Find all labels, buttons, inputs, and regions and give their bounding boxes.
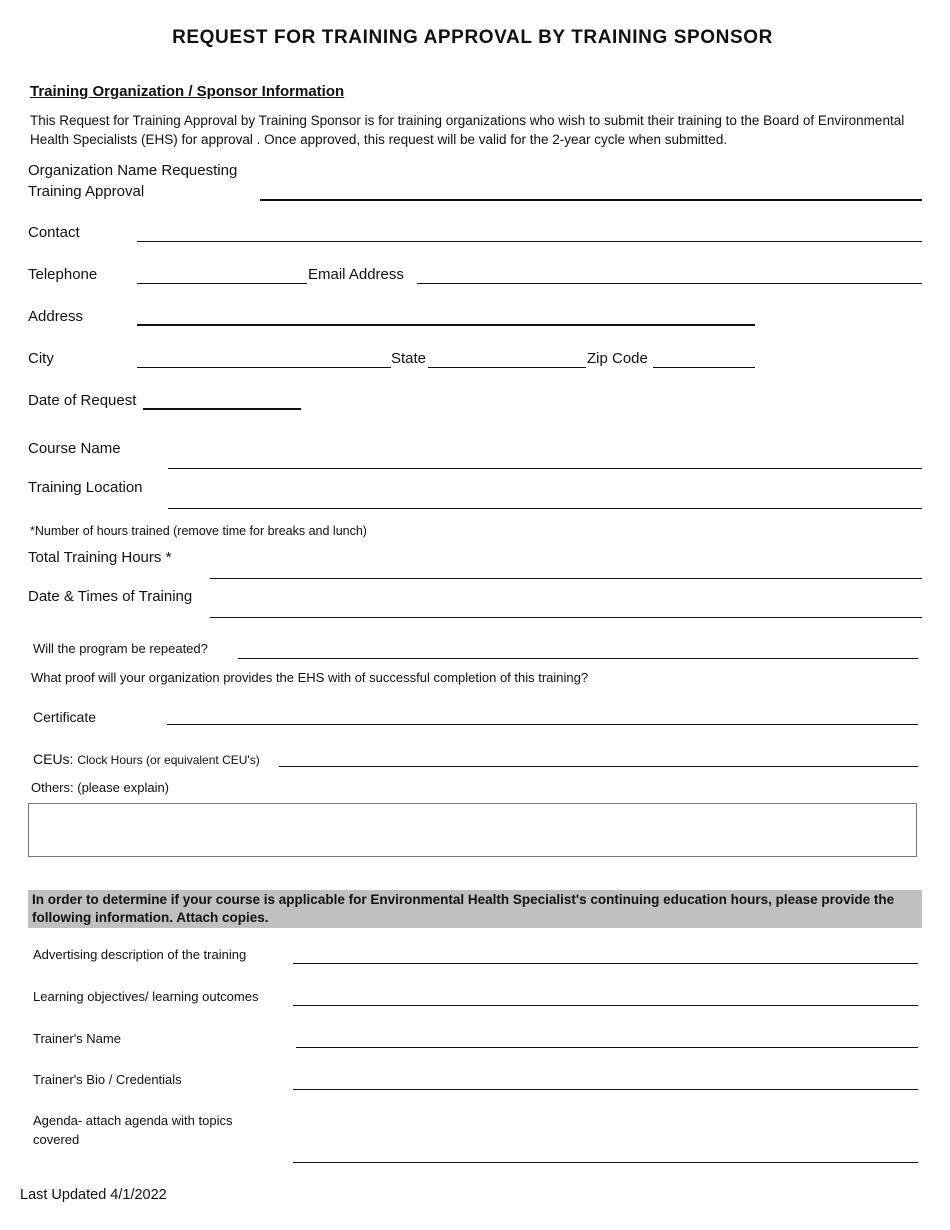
intro-paragraph: This Request for Training Approval by Training Sponsor is for training organizations who wish to submit their training to the Board of Environmental Health Specialists (EHS) for approval . Once approved, this request will be valid for the 2-year cycle when submitted. xyxy=(30,113,905,147)
training-location-label: Training Location xyxy=(28,479,143,496)
repeated-field[interactable] xyxy=(238,658,918,659)
repeated-label: Will the program be repeated? xyxy=(33,641,208,656)
hours-note: *Number of hours trained (remove time for breaks and lunch) xyxy=(30,524,367,538)
course-name-label: Course Name xyxy=(28,440,121,457)
course-name-field[interactable] xyxy=(168,468,922,469)
training-location-field[interactable] xyxy=(168,508,922,509)
address-field[interactable] xyxy=(137,324,755,326)
date-of-request-field[interactable] xyxy=(143,408,301,410)
total-hours-field[interactable] xyxy=(210,578,922,579)
org-name-label-line1: Organization Name Requesting xyxy=(28,162,238,179)
certificate-label: Certificate xyxy=(33,709,97,725)
trainer-name-field[interactable] xyxy=(296,1047,918,1048)
city-field[interactable] xyxy=(137,367,391,368)
contact-field[interactable] xyxy=(137,241,922,242)
section-heading: Training Organization / Sponsor Information xyxy=(30,83,345,100)
others-label: Others: (please explain) xyxy=(31,780,170,795)
date-times-field[interactable] xyxy=(210,617,922,618)
zip-field[interactable] xyxy=(653,367,755,368)
email-label: Email Address xyxy=(308,266,404,283)
state-label: State xyxy=(391,350,427,367)
agenda-label-line2: covered xyxy=(33,1132,80,1147)
org-name-field[interactable] xyxy=(260,199,922,201)
total-hours-label: Total Training Hours * xyxy=(28,549,172,566)
ceus-label xyxy=(33,751,260,767)
advertising-label: Advertising description of the training xyxy=(33,947,247,962)
objectives-field[interactable] xyxy=(293,1005,918,1006)
date-times-label: Date & Times of Training xyxy=(28,588,193,605)
agenda-field[interactable] xyxy=(293,1162,918,1163)
objectives-label: Learning objectives/ learning outcomes xyxy=(33,989,259,1004)
address-label: Address xyxy=(28,308,84,325)
certificate-field[interactable] xyxy=(167,724,918,725)
telephone-label: Telephone xyxy=(28,266,98,283)
ceus-label-detail: Clock Hours (or equivalent CEU's) xyxy=(77,753,260,767)
form-title: REQUEST FOR TRAINING APPROVAL BY TRAINING SPONSOR xyxy=(172,27,773,48)
date-of-request-label: Date of Request xyxy=(28,392,137,409)
trainer-name-label: Trainer's Name xyxy=(33,1031,121,1046)
zip-label: Zip Code xyxy=(587,350,648,367)
contact-label: Contact xyxy=(28,224,80,241)
state-field[interactable] xyxy=(428,367,586,368)
proof-question: What proof will your organization provides the EHS with of successful completion of this training? xyxy=(31,670,589,685)
email-field[interactable] xyxy=(417,283,922,284)
ceus-field[interactable] xyxy=(279,766,918,767)
advertising-field[interactable] xyxy=(293,963,918,964)
others-textbox[interactable] xyxy=(28,803,917,857)
telephone-field[interactable] xyxy=(137,283,307,284)
agenda-label-line1: Agenda- attach agenda with topics xyxy=(33,1113,233,1128)
last-updated: Last Updated 4/1/2022 xyxy=(20,1187,167,1203)
trainer-bio-field[interactable] xyxy=(293,1089,918,1090)
trainer-bio-label: Trainer's Bio / Credentials xyxy=(33,1072,182,1087)
course-info-banner: In order to determine if your course is applicable for Environmental Health Specialist's continuing education hours, please provide the following information. Attach copies. xyxy=(28,890,922,928)
org-name-label-line2: Training Approval xyxy=(28,183,145,200)
city-label: City xyxy=(28,350,54,367)
ceus-label-main: CEUs: xyxy=(33,751,74,767)
